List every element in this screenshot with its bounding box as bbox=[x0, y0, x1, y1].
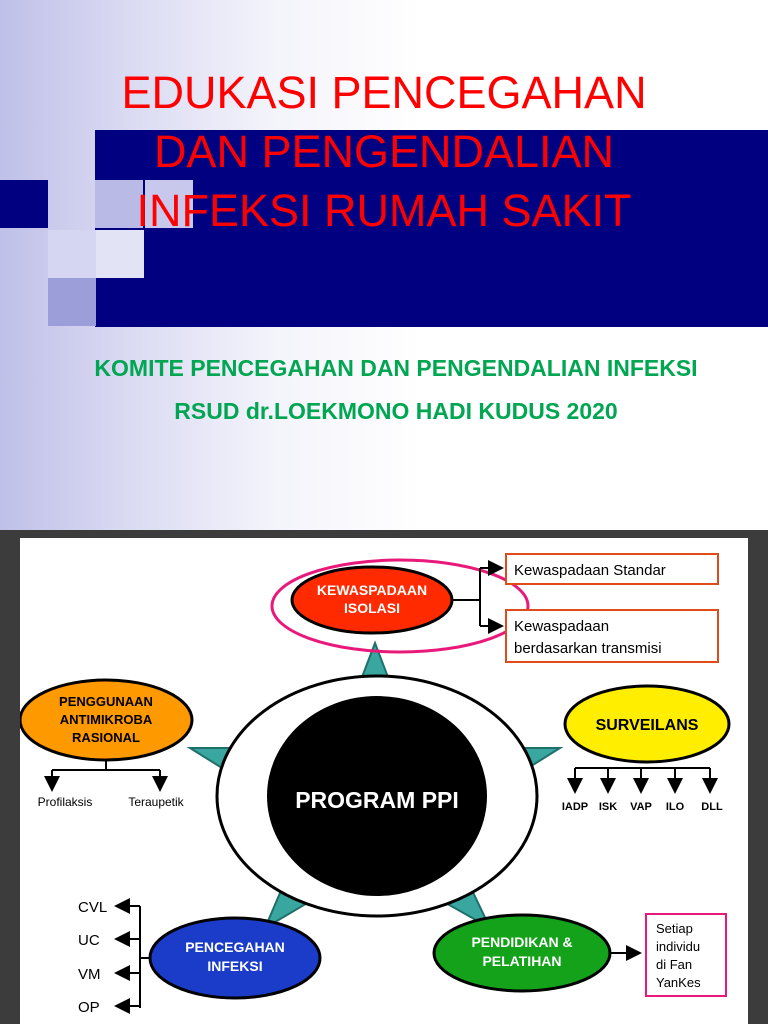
title-line: DAN PENGENDALIAN bbox=[153, 126, 615, 177]
kewaspadaan-standar-text: Kewaspadaan Standar bbox=[514, 562, 666, 579]
pencegahan-item: CVL bbox=[78, 899, 108, 916]
kewaspadaan-transmisi-text-2: berdasarkan transmisi bbox=[514, 640, 662, 657]
antimikroba-item: Profilaksis bbox=[37, 795, 93, 809]
subtitle-committee: KOMITE PENCEGAHAN DAN PENGENDALIAN INFEKSI bbox=[94, 355, 698, 381]
pencegahan-label-1: PENCEGAHAN bbox=[185, 939, 285, 955]
title-line: INFEKSI RUMAH SAKIT bbox=[136, 185, 632, 236]
title-line: EDUKASI PENCEGAHAN bbox=[121, 67, 647, 118]
antimikroba-item: Teraupetik bbox=[128, 795, 184, 809]
surveilans-label: SURVEILANS bbox=[595, 717, 699, 734]
kewaspadaan-label-2: ISOLASI bbox=[343, 600, 401, 616]
surveilans-item: IADP bbox=[561, 801, 589, 813]
kewaspadaan-transmisi-text-1: Kewaspadaan bbox=[514, 618, 610, 635]
pencegahan-item: UC bbox=[78, 932, 100, 949]
pendidikan-box-line: YanKes bbox=[656, 975, 701, 990]
pencegahan-item: OP bbox=[78, 999, 100, 1016]
antimikroba-label-2: ANTIMIKROBA bbox=[59, 712, 153, 727]
pencegahan-item: VM bbox=[78, 966, 101, 983]
pencegahan-label-2: INFEKSI bbox=[207, 958, 263, 974]
ppi-diagram bbox=[20, 538, 748, 1024]
center-label: PROGRAM PPI bbox=[295, 787, 459, 813]
pendidikan-label-1: PENDIDIKAN & bbox=[471, 934, 573, 950]
pendidikan-box-line: individu bbox=[656, 939, 701, 954]
surveilans-item: ISK bbox=[598, 801, 618, 813]
surveilans-item: DLL bbox=[701, 801, 723, 813]
kewaspadaan-label-1: KEWASPADAAN bbox=[316, 582, 428, 598]
pendidikan-box-line: di Fan bbox=[656, 957, 693, 972]
surveilans-item: ILO bbox=[665, 801, 685, 813]
deco-square bbox=[48, 278, 96, 326]
subtitle-hospital: RSUD dr.LOEKMONO HADI KUDUS 2020 bbox=[174, 398, 618, 424]
pendidikan-box-line: Setiap bbox=[656, 921, 693, 936]
diagram-panel bbox=[20, 538, 748, 1024]
surveilans-item: VAP bbox=[630, 801, 652, 813]
antimikroba-label-1: PENGGUNAAN bbox=[59, 694, 153, 709]
slide-subtitle bbox=[60, 352, 732, 428]
pendidikan-label-2: PELATIHAN bbox=[482, 953, 562, 969]
slide-title bbox=[0, 63, 768, 240]
antimikroba-label-3: RASIONAL bbox=[72, 730, 140, 745]
